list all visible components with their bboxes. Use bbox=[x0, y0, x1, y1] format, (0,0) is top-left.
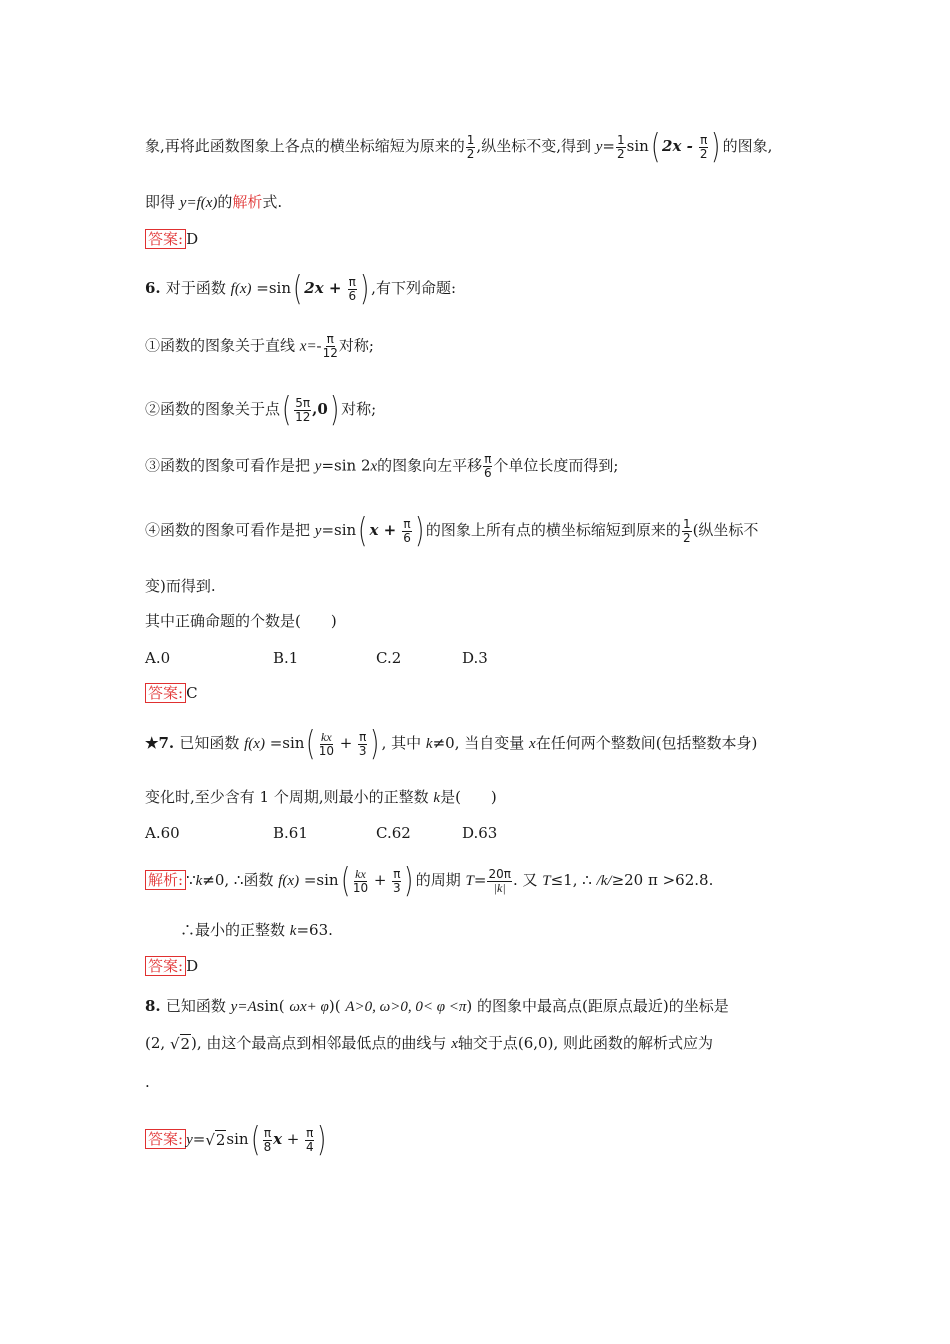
option-b: B.61 bbox=[273, 824, 308, 842]
fraction-half bbox=[466, 134, 476, 161]
var-x: x bbox=[451, 1036, 458, 1052]
answer-value: D bbox=[186, 957, 199, 975]
question-8-stem bbox=[145, 996, 729, 1017]
solution-line-1 bbox=[145, 127, 773, 167]
right-paren: ) bbox=[329, 390, 340, 430]
question-number: 8. bbox=[145, 997, 166, 1015]
text: . bbox=[145, 1073, 150, 1091]
denominator: 6 bbox=[403, 530, 411, 545]
radicand: 2 bbox=[215, 1131, 226, 1149]
text: sin( bbox=[256, 997, 290, 1015]
text: 变化时,至少含有 1 个周期,则最小的正整数 bbox=[145, 788, 434, 806]
text: 的图象, bbox=[722, 137, 773, 155]
option-d: D.3 bbox=[462, 649, 488, 667]
fraction-pi-8 bbox=[263, 1127, 272, 1154]
fraction-pi-6 bbox=[348, 276, 357, 303]
var-k: k bbox=[425, 736, 433, 752]
left-paren: ( bbox=[250, 1120, 260, 1160]
abs-k: /k/ bbox=[596, 873, 612, 889]
var-y: y bbox=[314, 523, 322, 539]
text: 即得 bbox=[145, 193, 180, 211]
text: =sin bbox=[251, 279, 291, 297]
text: ∴最小的正整数 bbox=[180, 921, 290, 939]
denominator: 2 bbox=[616, 146, 625, 161]
plus: + bbox=[335, 734, 358, 752]
option-b: B.1 bbox=[273, 649, 299, 667]
numerator: 1 bbox=[616, 132, 625, 147]
fraction-half-2 bbox=[616, 134, 626, 161]
equals: = bbox=[192, 1130, 206, 1148]
text: =sin bbox=[321, 521, 357, 539]
var-T: T bbox=[542, 873, 551, 889]
left-paren: ( bbox=[292, 269, 303, 309]
var-k: k bbox=[195, 873, 203, 889]
var-x: x=- bbox=[299, 338, 322, 355]
answer-value: C bbox=[186, 684, 198, 702]
text: ①函数的图象关于直线 bbox=[145, 336, 300, 355]
numerator: π bbox=[484, 452, 492, 466]
text: ≠0, ∴函数 bbox=[202, 871, 279, 889]
option-a: A.0 bbox=[145, 649, 171, 667]
text: 的周期 bbox=[415, 871, 466, 889]
denominator: 10 bbox=[318, 743, 334, 758]
numerator: 1 bbox=[682, 516, 691, 531]
numerator: kx bbox=[355, 866, 366, 881]
option-c: C.62 bbox=[376, 824, 411, 842]
numerator: π bbox=[263, 1125, 272, 1140]
question-7-stem bbox=[145, 724, 758, 764]
left-paren: ( bbox=[650, 127, 661, 167]
denominator: 12 bbox=[295, 409, 311, 424]
right-paren: ) bbox=[317, 1120, 327, 1160]
inner-expr: 2x + bbox=[304, 279, 347, 297]
numerator: kx bbox=[321, 729, 332, 744]
denominator: 2 bbox=[682, 530, 691, 545]
solution-line-2 bbox=[145, 192, 282, 213]
left-paren: ( bbox=[282, 390, 292, 430]
text: =63. bbox=[296, 921, 333, 939]
plus: + bbox=[369, 871, 392, 889]
text: (2, bbox=[145, 1034, 170, 1052]
answer-6 bbox=[145, 683, 198, 703]
text: )( bbox=[328, 997, 346, 1015]
text: 变)而得到. bbox=[145, 577, 216, 595]
text: ≥20 π >62.8. bbox=[611, 871, 714, 889]
proposition-4-cont bbox=[145, 576, 216, 596]
fraction-pi-12 bbox=[323, 333, 338, 360]
question-6-options bbox=[145, 648, 488, 668]
text: (纵坐标不 bbox=[692, 521, 759, 539]
phase-expr: ωx+ φ bbox=[289, 999, 329, 1015]
fraction-kx-10 bbox=[319, 731, 334, 758]
radicand: 2 bbox=[180, 1035, 191, 1053]
text: 的 bbox=[217, 193, 233, 211]
text: 对称; bbox=[338, 336, 374, 355]
denominator: 2 bbox=[699, 146, 708, 161]
fx: f(x) bbox=[244, 736, 265, 752]
answer-7 bbox=[145, 956, 198, 976]
text: 轴交于点(6,0), 则此函数的解析式应为 bbox=[457, 1034, 713, 1052]
analysis-tag: 解析: bbox=[145, 870, 186, 890]
text: ③函数的图象可看作是把 bbox=[145, 456, 315, 475]
text: 在任何两个整数间(包括整数本身) bbox=[535, 734, 758, 752]
var-k: k bbox=[433, 790, 441, 806]
text: ≤1, ∴ bbox=[550, 871, 597, 889]
fx: f(x) bbox=[278, 873, 300, 889]
sin: sin bbox=[626, 137, 649, 155]
question-7-options bbox=[145, 823, 497, 843]
option-d: D.63 bbox=[462, 824, 498, 842]
var-T: T bbox=[465, 873, 474, 889]
denominator: 4 bbox=[305, 1139, 314, 1154]
proposition-1 bbox=[145, 333, 374, 360]
fraction-5pi-12 bbox=[294, 397, 311, 424]
denominator: 12 bbox=[322, 346, 338, 360]
highlight-text: 解析 bbox=[232, 193, 263, 211]
var-y: y bbox=[595, 139, 603, 155]
sin: sin bbox=[226, 1130, 249, 1148]
text: . 又 bbox=[512, 871, 543, 889]
fraction-half bbox=[682, 518, 692, 545]
numerator: π bbox=[348, 274, 356, 289]
text: 已知函数 bbox=[179, 734, 245, 752]
fx: f(x) bbox=[230, 281, 252, 297]
fraction-pi-6 bbox=[402, 518, 411, 545]
numerator: π bbox=[393, 866, 401, 881]
question-number: 6. bbox=[145, 279, 166, 297]
text: ) 的图象中最高点(距原点最近)的坐标是 bbox=[466, 997, 729, 1015]
question-7-cont bbox=[145, 787, 497, 808]
left-paren: ( bbox=[358, 511, 368, 551]
text: , 其中 bbox=[381, 734, 426, 752]
numerator: π bbox=[359, 729, 367, 744]
fraction-pi-3 bbox=[358, 731, 367, 758]
var-x: x bbox=[273, 1130, 283, 1148]
option-c: C.2 bbox=[376, 649, 402, 667]
expr-fx: y=f(x) bbox=[179, 195, 218, 211]
denominator: 10 bbox=[352, 880, 369, 895]
fraction-period bbox=[487, 868, 512, 895]
fraction-pi-6 bbox=[483, 453, 492, 480]
text: ∵ bbox=[186, 871, 196, 889]
var-k: k bbox=[289, 923, 297, 939]
text: =sin 2 bbox=[321, 456, 371, 475]
numerator: 20π bbox=[488, 866, 511, 881]
text: ), 由这个最高点到相邻最低点的曲线与 bbox=[191, 1034, 452, 1052]
text: 对称; bbox=[341, 400, 377, 418]
answer-8 bbox=[145, 1120, 329, 1160]
sqrt-2: √2 bbox=[205, 1131, 226, 1149]
denominator: 3 bbox=[358, 743, 367, 758]
numerator: π bbox=[326, 332, 334, 346]
option-a: A.60 bbox=[145, 824, 180, 842]
denominator: 6 bbox=[348, 288, 357, 303]
denominator: |k| bbox=[493, 880, 506, 895]
text: 对于函数 bbox=[165, 279, 231, 297]
answer-tag: 答案: bbox=[145, 683, 186, 703]
conditions: A>0, ω>0, 0< φ <π bbox=[345, 999, 467, 1015]
question-8-line-2 bbox=[145, 1033, 713, 1054]
var-y: y bbox=[314, 458, 322, 475]
text: =A bbox=[237, 999, 257, 1015]
left-paren: ( bbox=[340, 861, 350, 901]
text: =sin bbox=[264, 734, 305, 752]
numerator: 1 bbox=[466, 132, 475, 147]
right-paren: ) bbox=[414, 511, 424, 551]
proposition-3 bbox=[145, 453, 618, 480]
sqrt-2: √2 bbox=[169, 1035, 191, 1053]
answer-tag: 答案: bbox=[145, 956, 186, 976]
right-paren: ) bbox=[370, 724, 380, 764]
text: 其中正确命题的个数是( ) bbox=[145, 612, 337, 630]
denominator: 2 bbox=[466, 146, 475, 161]
answer-value: D bbox=[186, 230, 199, 248]
var-y: y bbox=[186, 1132, 193, 1148]
fraction-pi-4 bbox=[305, 1127, 314, 1154]
question-6-stem bbox=[145, 269, 456, 309]
answer-tag: 答案: bbox=[145, 1129, 186, 1149]
proposition-4 bbox=[145, 511, 759, 551]
var-y: y bbox=[230, 999, 238, 1015]
text: 是( ) bbox=[440, 788, 497, 806]
text: 已知函数 bbox=[165, 997, 231, 1015]
text: ,纵坐标不变,得到 bbox=[476, 137, 596, 155]
text: 个单位长度而得到; bbox=[493, 456, 619, 475]
text: 的图象上所有点的横坐标缩短到原来的 bbox=[425, 521, 681, 539]
fraction-pi-2 bbox=[699, 134, 708, 161]
fraction-pi-3 bbox=[392, 868, 401, 895]
denominator: 3 bbox=[393, 880, 401, 895]
text: ④函数的图象可看作是把 bbox=[145, 521, 315, 539]
inner-expr: x + bbox=[369, 521, 402, 539]
answer-tag: 答案: bbox=[145, 229, 186, 249]
left-paren: ( bbox=[306, 724, 316, 764]
plus: + bbox=[282, 1130, 305, 1148]
solution-7-line-2 bbox=[180, 920, 333, 941]
text: ,有下列命题: bbox=[371, 279, 456, 297]
numerator: 5π bbox=[295, 395, 311, 410]
question-number: ★7. bbox=[145, 734, 180, 752]
var-x: x bbox=[370, 458, 378, 475]
denominator: 8 bbox=[263, 1139, 272, 1154]
text: 象,再将此函数图象上各点的横坐标缩短为原来的 bbox=[145, 137, 465, 155]
question-6-ask bbox=[145, 611, 337, 631]
numerator: π bbox=[403, 516, 411, 531]
question-8-line-3 bbox=[145, 1072, 150, 1092]
solution-7 bbox=[145, 861, 714, 901]
denominator: 6 bbox=[483, 466, 492, 480]
right-paren: ) bbox=[359, 269, 370, 309]
equals: = bbox=[473, 871, 487, 889]
text: ②函数的图象关于点 bbox=[145, 400, 281, 418]
point-y: ,0 bbox=[312, 400, 328, 418]
equals: = bbox=[602, 137, 615, 155]
numerator: π bbox=[700, 132, 708, 147]
right-paren: ) bbox=[711, 127, 721, 167]
proposition-2 bbox=[145, 390, 377, 430]
answer-5 bbox=[145, 229, 198, 249]
fraction-kx-10 bbox=[353, 868, 368, 895]
var-x: x bbox=[529, 736, 536, 752]
text: ≠0, 当自变量 bbox=[432, 734, 530, 752]
inner-expr: 2x - bbox=[662, 137, 699, 155]
text: 式. bbox=[262, 193, 283, 211]
text: 的图象向左平移 bbox=[377, 456, 483, 475]
right-paren: ) bbox=[404, 861, 414, 901]
text: =sin bbox=[299, 871, 339, 889]
numerator: π bbox=[306, 1125, 314, 1140]
